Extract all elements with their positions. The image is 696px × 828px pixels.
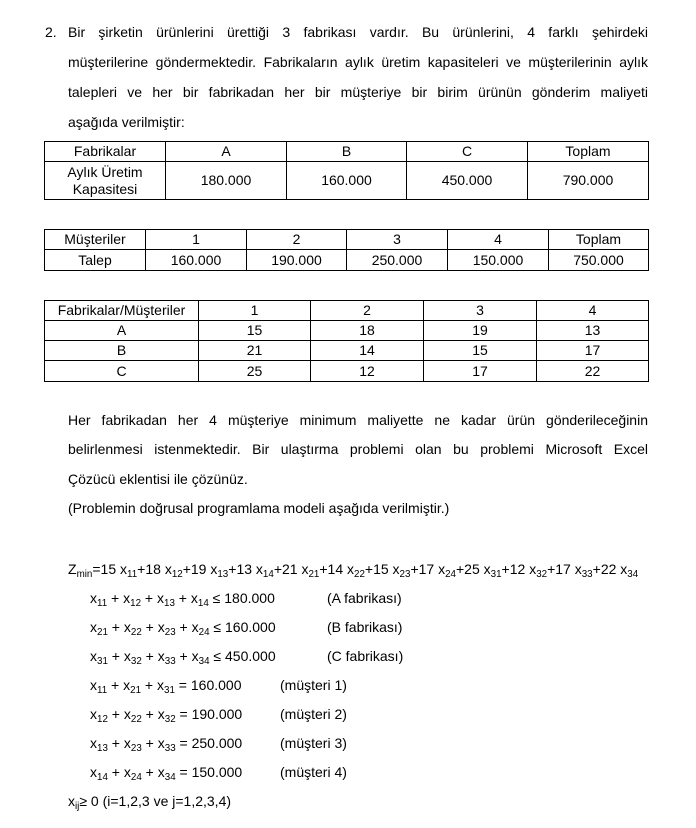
formula-subscript: 33 bbox=[164, 655, 176, 667]
formula-variable: x bbox=[123, 590, 131, 606]
model-note: (Problemin doğrusal programlama modeli aşağıda verilmiştir.) bbox=[68, 500, 450, 517]
formula-variable: x bbox=[191, 619, 199, 635]
constraint-row bbox=[0, 729, 696, 758]
objective-function bbox=[68, 555, 638, 584]
formula-variable: x bbox=[157, 706, 165, 722]
formula-variable: x bbox=[301, 561, 309, 577]
cost-cell: 18 bbox=[311, 321, 424, 341]
formula-variable: x bbox=[347, 561, 354, 577]
formula-variable: Z bbox=[68, 561, 77, 577]
demand-value-3: 250.000 bbox=[347, 250, 448, 271]
formula-variable: x bbox=[120, 561, 127, 577]
capacity-col-header: Fabrikalar bbox=[45, 142, 166, 162]
formula-variable: x bbox=[157, 764, 165, 780]
formula-text: + bbox=[107, 706, 124, 722]
constraint-label: (müşteri 1) bbox=[280, 677, 347, 693]
formula-text: +18 bbox=[137, 561, 165, 577]
formula-subscript: ij bbox=[75, 800, 80, 812]
formula-subscript: 32 bbox=[130, 655, 142, 667]
constraint-row bbox=[0, 613, 696, 642]
formula-subscript: 22 bbox=[130, 626, 142, 638]
formula-text: = 150.000 bbox=[175, 764, 243, 780]
formula-text: + bbox=[174, 590, 191, 606]
table-row bbox=[45, 250, 649, 271]
formula-subscript: 34 bbox=[198, 655, 210, 667]
formula-subscript: 21 bbox=[130, 684, 142, 696]
capacity-row-label: Aylık Üretim Kapasitesi bbox=[45, 162, 166, 200]
formula-subscript: 23 bbox=[130, 742, 142, 754]
formula-subscript: 31 bbox=[490, 568, 502, 580]
constraint-expression bbox=[90, 758, 242, 787]
demand-row-label: Talep bbox=[45, 250, 146, 271]
constraint-expression bbox=[90, 642, 276, 671]
capacity-value-b: 160.000 bbox=[287, 162, 407, 200]
formula-subscript: 12 bbox=[97, 713, 108, 725]
formula-text: + bbox=[141, 735, 158, 751]
task-line: Her fabrikadan her 4 müşteriye minimum maliyette ne kadar ürün gönderileceğinin bbox=[68, 412, 648, 428]
task-line: belirlenmesi istenmektedir. Bir ulaştırma problemi olan bu problemi Microsoft Excel bbox=[68, 441, 648, 458]
formula-variable: x bbox=[574, 561, 582, 577]
formula-subscript: 24 bbox=[445, 568, 456, 580]
formula-subscript: 14 bbox=[262, 568, 274, 580]
formula-variable: x bbox=[191, 648, 199, 664]
customer-header-2: 2 bbox=[311, 301, 424, 321]
constraint-label: (müşteri 3) bbox=[280, 735, 347, 751]
constraint-expression bbox=[90, 613, 276, 642]
formula-text: +17 bbox=[547, 561, 575, 577]
constraint-expression bbox=[90, 700, 242, 729]
cost-cell: 15 bbox=[199, 321, 311, 341]
cost-cell: 21 bbox=[199, 341, 311, 361]
formula-variable: x bbox=[90, 764, 97, 780]
formula-text: + bbox=[141, 590, 158, 606]
cost-cell: 22 bbox=[537, 361, 649, 382]
constraint-row bbox=[0, 642, 696, 671]
factory-label: B bbox=[45, 341, 199, 361]
constraint-row bbox=[0, 671, 696, 700]
formula-text: = 160.000 bbox=[174, 677, 242, 693]
formula-text: + bbox=[141, 648, 158, 664]
constraint-expression bbox=[90, 671, 241, 700]
customer-header-4: 4 bbox=[448, 230, 549, 250]
demand-value-1: 160.000 bbox=[146, 250, 247, 271]
table-row bbox=[45, 162, 649, 200]
formula-text: + bbox=[107, 590, 124, 606]
formula-subscript: 11 bbox=[97, 684, 108, 696]
formula-variable: x bbox=[123, 706, 131, 722]
nonnegativity-constraint bbox=[68, 787, 231, 816]
factory-header-c: C bbox=[407, 142, 528, 162]
formula-subscript: 21 bbox=[308, 568, 320, 580]
formula-subscript: 32 bbox=[164, 713, 176, 725]
formula-variable: x bbox=[68, 793, 75, 809]
lp-model bbox=[0, 555, 696, 816]
formula-text: +19 bbox=[182, 561, 211, 577]
capacity-table bbox=[44, 141, 649, 200]
cost-cell: 17 bbox=[537, 341, 649, 361]
demand-table bbox=[44, 229, 649, 271]
formula-variable: x bbox=[438, 561, 446, 577]
capacity-value-a: 180.000 bbox=[166, 162, 287, 200]
formula-text: + bbox=[141, 619, 158, 635]
constraint-expression bbox=[90, 729, 242, 758]
factory-header-b: B bbox=[287, 142, 407, 162]
capacity-total-header: Toplam bbox=[528, 142, 649, 162]
formula-variable: x bbox=[123, 677, 131, 693]
task-paragraph bbox=[68, 406, 648, 524]
customer-header-3: 3 bbox=[424, 301, 537, 321]
formula-variable: x bbox=[123, 735, 131, 751]
formula-variable: x bbox=[255, 561, 263, 577]
constraint-expression bbox=[90, 584, 275, 613]
formula-text: + bbox=[107, 677, 124, 693]
formula-subscript: 13 bbox=[164, 597, 175, 609]
formula-text: +14 bbox=[319, 561, 347, 577]
formula-text: ≥ 0 (i=1,2,3 ve j=1,2,3,4) bbox=[79, 793, 232, 809]
formula-variable: x bbox=[210, 561, 218, 577]
formula-subscript: 13 bbox=[97, 742, 108, 754]
formula-subscript: 23 bbox=[399, 568, 411, 580]
formula-subscript: 22 bbox=[130, 713, 142, 725]
cost-cell: 14 bbox=[311, 341, 424, 361]
capacity-total: 790.000 bbox=[528, 162, 649, 200]
formula-variable: x bbox=[157, 590, 165, 606]
formula-text: + bbox=[175, 619, 192, 635]
formula-variable: x bbox=[392, 561, 400, 577]
formula-subscript: 24 bbox=[198, 626, 210, 638]
formula-text: +15 bbox=[364, 561, 393, 577]
formula-variable: x bbox=[90, 677, 97, 693]
constraint-label: (C fabrikası) bbox=[327, 648, 404, 664]
table-row bbox=[45, 321, 649, 341]
formula-subscript: 33 bbox=[581, 568, 593, 580]
formula-text: ≤ 160.000 bbox=[209, 619, 276, 635]
cost-cell: 15 bbox=[424, 341, 537, 361]
constraint-label: (B fabrikası) bbox=[327, 619, 403, 635]
cost-cell: 13 bbox=[537, 321, 649, 341]
formula-text: + bbox=[141, 706, 158, 722]
formula-subscript: 23 bbox=[164, 626, 176, 638]
demand-total-header: Toplam bbox=[549, 230, 649, 250]
formula-text: + bbox=[107, 648, 124, 664]
formula-text: + bbox=[141, 677, 158, 693]
formula-text: + bbox=[107, 735, 124, 751]
customer-header-1: 1 bbox=[146, 230, 247, 250]
formula-subscript: 24 bbox=[130, 771, 142, 783]
cost-cell: 12 bbox=[311, 361, 424, 382]
formula-text: =15 bbox=[92, 561, 120, 577]
formula-variable: x bbox=[123, 619, 131, 635]
demand-value-2: 190.000 bbox=[247, 250, 347, 271]
formula-text: + bbox=[107, 764, 124, 780]
intro-line: Bir şirketin ürünlerini ürettiği 3 fabrikası vardır. Bu ürünlerini, 4 farklı şehirdeki bbox=[68, 24, 648, 40]
factory-label: C bbox=[45, 361, 199, 382]
formula-variable: x bbox=[123, 764, 131, 780]
constraint-row bbox=[0, 584, 696, 613]
formula-subscript: 21 bbox=[97, 626, 108, 638]
formula-variable: x bbox=[90, 706, 97, 722]
formula-subscript: 12 bbox=[171, 568, 183, 580]
constraint-row bbox=[0, 700, 696, 729]
formula-variable: x bbox=[90, 648, 97, 664]
formula-subscript: 31 bbox=[97, 655, 108, 667]
formula-subscript: 11 bbox=[127, 568, 138, 580]
formula-variable: x bbox=[529, 561, 537, 577]
formula-text: +12 bbox=[501, 561, 530, 577]
table-header-row bbox=[45, 230, 649, 250]
formula-subscript: 13 bbox=[217, 568, 229, 580]
intro-line: aşağıda verilmiştir: bbox=[68, 114, 185, 130]
formula-variable: x bbox=[123, 648, 131, 664]
cost-cell: 17 bbox=[424, 361, 537, 382]
constraint-label: (A fabrikası) bbox=[327, 590, 402, 606]
constraint-row bbox=[0, 758, 696, 787]
formula-subscript: 12 bbox=[130, 597, 142, 609]
constraint-label: (müşteri 4) bbox=[280, 764, 347, 780]
nonnegativity-row bbox=[0, 787, 696, 816]
formula-text: +17 bbox=[410, 561, 439, 577]
formula-variable: x bbox=[90, 735, 97, 751]
formula-variable: x bbox=[90, 619, 97, 635]
formula-subscript: min bbox=[76, 568, 93, 580]
formula-variable: x bbox=[620, 561, 628, 577]
formula-variable: x bbox=[164, 561, 172, 577]
customer-header-4: 4 bbox=[537, 301, 649, 321]
formula-subscript: 33 bbox=[164, 742, 176, 754]
formula-variable: x bbox=[190, 590, 198, 606]
capacity-value-c: 450.000 bbox=[407, 162, 528, 200]
formula-variable: x bbox=[157, 735, 165, 751]
demand-value-4: 150.000 bbox=[448, 250, 549, 271]
cost-table bbox=[44, 300, 649, 382]
formula-variable: x bbox=[483, 561, 491, 577]
cost-cell: 19 bbox=[424, 321, 537, 341]
table-header-row bbox=[45, 142, 649, 162]
formula-text: ≤ 180.000 bbox=[208, 590, 275, 606]
formula-text: +13 bbox=[228, 561, 256, 577]
formula-text: ≤ 450.000 bbox=[209, 648, 276, 664]
table-row bbox=[45, 361, 649, 382]
formula-subscript: 34 bbox=[164, 771, 176, 783]
formula-subscript: 22 bbox=[354, 568, 365, 580]
formula-subscript: 14 bbox=[97, 771, 108, 783]
formula-text: + bbox=[141, 764, 158, 780]
customer-header-2: 2 bbox=[247, 230, 347, 250]
formula-text: = 250.000 bbox=[175, 735, 243, 751]
objective-row bbox=[0, 555, 696, 584]
intro-line: müşterilerine göndermektedir. Fabrikaların aylık üretim kapasiteleri ve müşterilerinin aylık bbox=[68, 54, 648, 70]
factory-header-a: A bbox=[166, 142, 287, 162]
formula-text: +22 bbox=[592, 561, 621, 577]
formula-subscript: 31 bbox=[164, 684, 175, 696]
question-number: 2. bbox=[45, 24, 57, 40]
constraint-label: (müşteri 2) bbox=[280, 706, 347, 722]
formula-variable: x bbox=[157, 619, 165, 635]
formula-text: +25 bbox=[456, 561, 484, 577]
question-intro bbox=[68, 17, 648, 137]
formula-text: = 190.000 bbox=[175, 706, 243, 722]
table-row bbox=[45, 341, 649, 361]
task-line: Çözücü eklentisi ile çözünüz. bbox=[68, 470, 248, 487]
table-header-row bbox=[45, 301, 649, 321]
cost-cell: 25 bbox=[199, 361, 311, 382]
factory-label: A bbox=[45, 321, 199, 341]
formula-text: +21 bbox=[273, 561, 302, 577]
formula-text: + bbox=[175, 648, 192, 664]
formula-subscript: 34 bbox=[627, 568, 639, 580]
formula-text: + bbox=[107, 619, 124, 635]
customer-header-1: 1 bbox=[199, 301, 311, 321]
formula-variable: x bbox=[157, 648, 165, 664]
formula-subscript: 14 bbox=[197, 597, 209, 609]
demand-total: 750.000 bbox=[549, 250, 649, 271]
formula-variable: x bbox=[157, 677, 165, 693]
formula-subscript: 32 bbox=[536, 568, 548, 580]
customer-header-3: 3 bbox=[347, 230, 448, 250]
formula-variable: x bbox=[90, 590, 97, 606]
formula-subscript: 11 bbox=[97, 597, 108, 609]
intro-line: talepleri ve her bir fabrikadan her bir müşteriye bir birim ürünün gönderim maliyeti bbox=[68, 84, 648, 100]
cost-col-header: Fabrikalar/Müşteriler bbox=[45, 301, 199, 321]
demand-col-header: Müşteriler bbox=[45, 230, 146, 250]
